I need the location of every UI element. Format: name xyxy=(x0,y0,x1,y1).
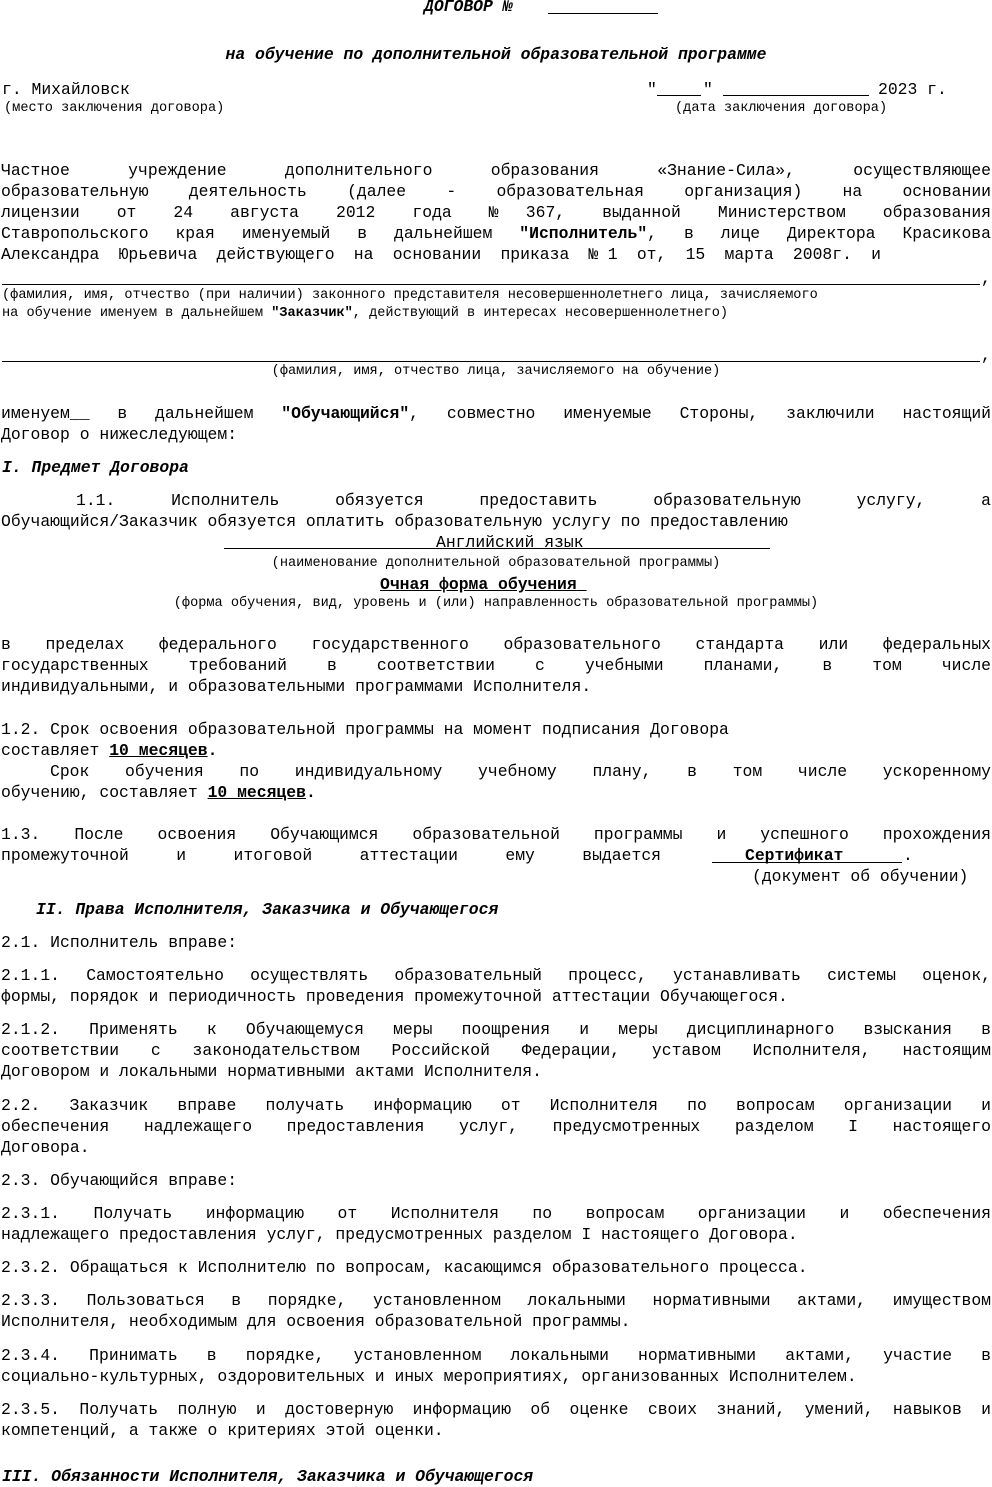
customer-caption-1: (фамилия, имя, отчество (при наличии) законного представителя несовершеннолетнего лица, зачисляемого xyxy=(2,288,818,303)
city-caption: (место заключения договора) xyxy=(4,101,225,116)
intro-line-5: Александра Юрьевича действующего на основании приказа №1 от, 15 марта 2008г. и xyxy=(1,245,881,264)
date-caption: (дата заключения договора) xyxy=(675,101,888,116)
p233-line-1: 2.3.3. Пользоваться в порядке, установленном локальными нормативными актами, имуществом xyxy=(1,1291,991,1310)
parties-line-2: Договор о нижеследующем: xyxy=(1,425,238,444)
program-caption: (наименование дополнительной образовательной программы) xyxy=(271,556,721,571)
section-1-heading: I. Предмет Договора xyxy=(2,458,189,477)
section-2-heading: II. Права Исполнителя, Заказчика и Обучающегося xyxy=(36,900,499,919)
p21: 2.1. Исполнитель вправе: xyxy=(1,933,238,952)
standard-line-1: в пределах федерального государственного образовательного стандарта или федеральных xyxy=(1,635,991,654)
intro-line-1: Частное учреждение дополнительного образования «Знание-Сила», осуществляющее xyxy=(1,161,991,180)
intro-line-2: образовательную деятельность (далее - образовательная организация) на основании xyxy=(1,182,991,201)
customer-caption-2: на обучение именуем в дальнейшем "Заказчик", действующий в интересах несовершеннолетнего) xyxy=(2,306,729,321)
p211-line-1: 2.1.1. Самостоятельно осуществлять образовательный процесс, устанавливать системы оценок, xyxy=(1,966,991,985)
customer-name-blank xyxy=(2,284,980,285)
p11-line-1: 1.1. Исполнитель обязуется предоставить образовательную услугу, а xyxy=(76,491,991,510)
p235-line-1: 2.3.5. Получать полную и достоверную информацию об оценке своих знаний, умений, навыков и xyxy=(1,1400,991,1419)
study-form-caption: (форма обучения, вид, уровень и (или) направленность образовательной программы) xyxy=(173,596,819,611)
document-caption: (документ об обучении) xyxy=(752,867,969,886)
intro-line-3: лицензии от 24 августа 2012 года №367, выданной Министерством образования xyxy=(1,203,991,222)
p23: 2.3. Обучающийся вправе: xyxy=(1,1171,238,1190)
p211-line-2: формы, порядок и периодичность проведения промежуточной аттестации Обучающегося. xyxy=(1,987,788,1006)
document-title: ДОГОВОР № xyxy=(424,0,513,16)
p12-line-1: 1.2. Срок освоения образовательной программы на момент подписания Договора xyxy=(1,720,729,739)
p231-line-2: надлежащего предоставления услуг, предусмотренных разделом I настоящего Договора. xyxy=(1,1225,798,1244)
p12-line-4: обучению, составляет 10 месяцев. xyxy=(1,783,316,802)
city: г. Михайловск xyxy=(2,80,130,99)
p12-line-3: Срок обучения по индивидуальному учебному плану, в том числе ускоренному xyxy=(50,762,991,781)
section-3-heading: III. Обязанности Исполнителя, Заказчика и Обучающегося xyxy=(2,1467,534,1486)
date-quote-close: " xyxy=(703,80,713,99)
date-month-blank xyxy=(723,95,869,96)
program-name: Английский язык xyxy=(436,533,584,552)
p13-line-1: 1.3. После освоения Обучающимся образовательной программы и успешного прохождения xyxy=(1,825,991,844)
p235-line-2: компетенций, а также о критериях этой оценки. xyxy=(1,1421,444,1440)
document-subtitle: на обучение по дополнительной образовательной программе xyxy=(225,45,767,64)
p13-line-2: промежуточной и итоговой аттестации ему выдается xyxy=(1,846,661,865)
p22-line-3: Договора. xyxy=(1,1138,90,1157)
date-quote-open: " xyxy=(647,80,657,99)
p212-line-3: Договором и локальными нормативными актами Исполнителя. xyxy=(1,1062,542,1081)
parties-line-1: именуем__ в дальнейшем "Обучающийся", совместно именуемые Стороны, заключили настоящий xyxy=(1,404,991,423)
contract-number-blank xyxy=(548,13,658,14)
date-day-blank xyxy=(657,95,701,96)
p231-line-1: 2.3.1. Получать информацию от Исполнителя по вопросам организации и обеспечения xyxy=(1,1204,991,1223)
standard-line-2: государственных требований в соответствии с учебными планами, в том числе xyxy=(1,656,991,675)
p11-line-2: Обучающийся/Заказчик обязуется оплатить образовательную услугу по предоставлению xyxy=(1,512,788,531)
study-form: Очная форма обучения xyxy=(380,575,577,594)
p232: 2.3.2. Обращаться к Исполнителю по вопросам, касающимся образовательного процесса. xyxy=(1,1258,808,1277)
student-comma: , xyxy=(981,346,991,365)
standard-line-3: индивидуальными, и образовательными программами Исполнителя. xyxy=(1,677,592,696)
p12-line-2: составляет 10 месяцев. xyxy=(1,741,218,760)
p234-line-2: социально-культурных, оздоровительных и иных мероприятиях, организованных Исполнителем. xyxy=(1,1367,857,1386)
student-caption: (фамилия, имя, отчество лица, зачисляемого на обучение) xyxy=(271,364,721,379)
p22-line-2: обеспечения надлежащего предоставления услуг, предусмотренных разделом I настоящего xyxy=(1,1117,991,1136)
p233-line-2: Исполнителя, необходимым для освоения образовательной программы. xyxy=(1,1312,631,1331)
date-year: 2023 г. xyxy=(878,80,947,99)
student-name-blank xyxy=(2,361,980,362)
intro-line-4: Ставропольского края именуемый в дальнейшем "Исполнитель", в лице Директора Красикова xyxy=(1,224,991,243)
p22-line-1: 2.2. Заказчик вправе получать информацию от Исполнителя по вопросам организации и xyxy=(1,1096,991,1115)
p212-line-2: соответствии с законодательством Российской Федерации, уставом Исполнителя, настоящим xyxy=(1,1041,991,1060)
customer-comma: , xyxy=(981,269,991,288)
p234-line-1: 2.3.4. Принимать в порядке, установленном локальными нормативными актами, участие в xyxy=(1,1346,991,1365)
p212-line-1: 2.1.2. Применять к Обучающемуся меры поощрения и меры дисциплинарного взыскания в xyxy=(1,1020,991,1039)
certificate: Сертификат xyxy=(745,846,844,865)
p13-dot: . xyxy=(903,846,913,865)
